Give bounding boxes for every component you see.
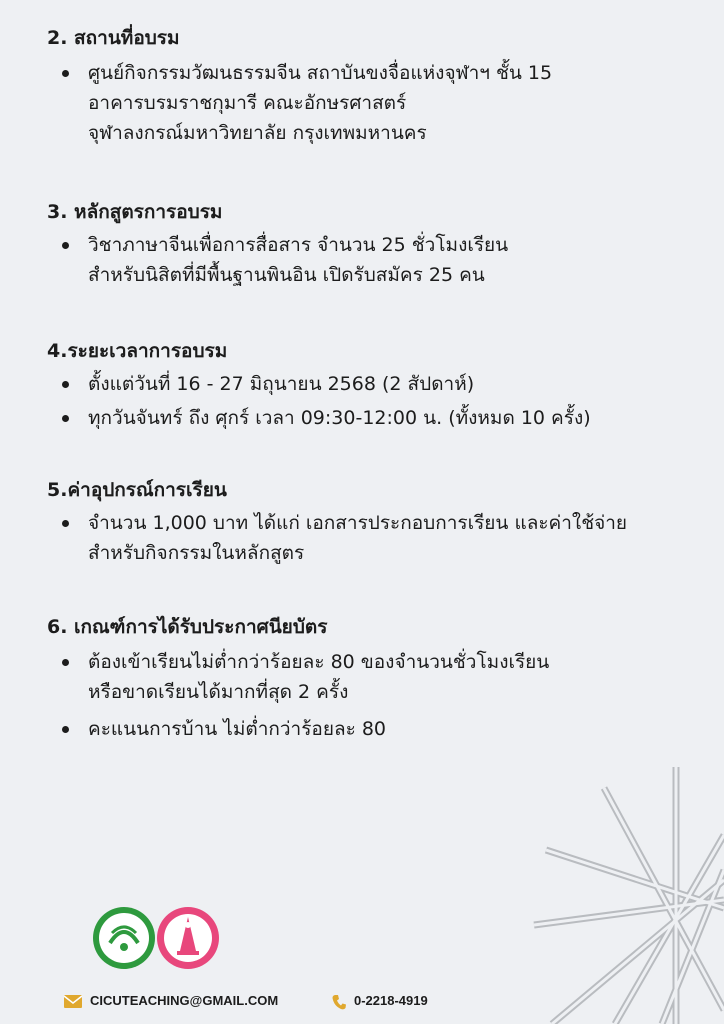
- section-title-curriculum: 3. หลักสูตรการอบรม: [47, 201, 223, 223]
- bullet-icon: [62, 415, 69, 422]
- bullet-icon: [62, 520, 69, 527]
- bullet-icon: [62, 70, 69, 77]
- bullet-icon: [62, 659, 69, 666]
- item-line: ตั้งแต่วันที่ 16 - 27 มิถุนายน 2568 (2 สัปดาห์): [88, 373, 475, 395]
- item-line: สำหรับกิจกรรมในหลักสูตร: [88, 542, 305, 564]
- bullet-icon: [62, 381, 69, 388]
- logos: [92, 903, 222, 973]
- item-line: จุฬาลงกรณ์มหาวิทยาลัย กรุงเทพมหานคร: [88, 122, 427, 144]
- section-title-venue: 2. สถานที่อบรม: [47, 27, 180, 49]
- email-text: CICUTEACHING@GMAIL.COM: [90, 993, 279, 1008]
- item-line: คะแนนการบ้าน ไม่ต่ำกว่าร้อยละ 80: [88, 718, 387, 740]
- list-item: [62, 647, 549, 707]
- list-item: [62, 714, 386, 744]
- bullet-icon: [62, 242, 69, 249]
- section-title-duration: 4.ระยะเวลาการอบรม: [47, 340, 228, 362]
- list-item: [62, 369, 474, 399]
- list-item: [62, 508, 627, 568]
- envelope-icon: [64, 995, 82, 1008]
- item-line: สำหรับนิสิตที่มีพื้นฐานพินอิน เปิดรับสมัคร 25 คน: [88, 264, 485, 286]
- footer-email[interactable]: [64, 992, 278, 1010]
- confucius-institute-logo: [93, 907, 155, 969]
- item-line: ศูนย์กิจกรรมวัฒนธรรมจีน สถาบันขงจื่อแห่งจุฬาฯ ชั้น 15: [88, 62, 553, 84]
- item-line: ทุกวันจันทร์ ถึง ศุกร์ เวลา 09:30-12:00 น. (ทั้งหมด 10 ครั้ง): [88, 407, 591, 429]
- section-title-fees: 5.ค่าอุปกรณ์การเรียน: [47, 479, 227, 501]
- item-line: อาคารบรมราชกุมารี คณะอักษรศาสตร์: [88, 92, 407, 114]
- section-title-certificate-criteria: 6. เกณฑ์การได้รับประกาศนียบัตร: [47, 616, 328, 638]
- chulalongkorn-seal-logo: [157, 907, 219, 969]
- phone-text: 0-2218-4919: [354, 993, 428, 1008]
- list-item: [62, 403, 591, 433]
- item-line: หรือขาดเรียนได้มากที่สุด 2 ครั้ง: [88, 681, 349, 703]
- item-line: จำนวน 1,000 บาท ได้แก่ เอกสารประกอบการเรียน และค่าใช้จ่าย: [88, 512, 628, 534]
- list-item: [62, 58, 552, 148]
- bullet-icon: [62, 726, 69, 733]
- item-line: วิชาภาษาจีนเพื่อการสื่อสาร จำนวน 25 ชั่วโมงเรียน: [88, 234, 509, 256]
- list-item: [62, 230, 508, 290]
- phone-icon: [332, 994, 346, 1010]
- footer-phone[interactable]: [332, 992, 428, 1010]
- item-line: ต้องเข้าเรียนไม่ต่ำกว่าร้อยละ 80 ของจำนวนชั่วโมงเรียน: [88, 651, 550, 673]
